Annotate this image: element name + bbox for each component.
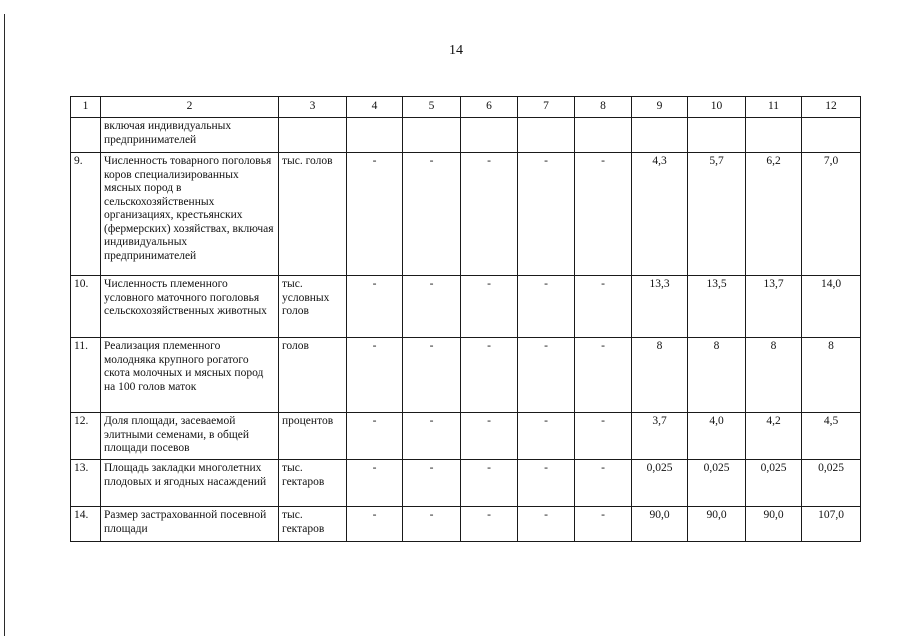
indicator-name-cell: Доля площади, засеваемой элитными семенами, в общей площади посевов	[101, 413, 279, 460]
column-header: 1	[71, 97, 101, 118]
value-cell: -	[347, 413, 403, 460]
value-cell: -	[575, 460, 632, 507]
value-cell: 4,5	[802, 413, 861, 460]
value-cell: -	[518, 413, 575, 460]
row-number-cell: 14.	[71, 507, 101, 542]
value-cell: -	[461, 153, 518, 276]
value-cell: 107,0	[802, 507, 861, 542]
value-cell: 0,025	[746, 460, 802, 507]
column-header: 3	[279, 97, 347, 118]
page-number: 14	[449, 43, 463, 58]
value-cell: -	[518, 276, 575, 338]
row-number-cell	[71, 118, 101, 153]
indicator-name-cell: Площадь закладки многолетних плодовых и ягодных насаждений	[101, 460, 279, 507]
value-cell: 13,7	[746, 276, 802, 338]
table-row	[71, 460, 861, 507]
unit-cell: тыс. условных голов	[279, 276, 347, 338]
value-cell: 5,7	[688, 153, 746, 276]
value-cell: 4,0	[688, 413, 746, 460]
value-cell: 7,0	[802, 153, 861, 276]
value-cell: -	[461, 507, 518, 542]
column-header: 4	[347, 97, 403, 118]
indicator-name-cell: Численность товарного поголовья коров специализированных мясных пород в сельскохозяйственных организациях, крестьянских (фермерских) хозяйствах, включая индивидуальных предпринимателей	[101, 153, 279, 276]
value-cell: -	[347, 507, 403, 542]
value-cell: -	[347, 460, 403, 507]
value-cell: 8	[632, 338, 688, 413]
unit-cell: тыс. гектаров	[279, 460, 347, 507]
table-row	[71, 338, 861, 413]
value-cell: -	[403, 413, 461, 460]
value-cell: -	[403, 507, 461, 542]
table-row	[71, 413, 861, 460]
value-cell: 90,0	[746, 507, 802, 542]
value-cell	[746, 118, 802, 153]
value-cell	[347, 118, 403, 153]
value-cell: 8	[746, 338, 802, 413]
column-header: 5	[403, 97, 461, 118]
value-cell	[461, 118, 518, 153]
unit-cell: тыс. гектаров	[279, 507, 347, 542]
value-cell: 0,025	[632, 460, 688, 507]
value-cell: 0,025	[802, 460, 861, 507]
value-cell: -	[518, 153, 575, 276]
value-cell: 13,5	[688, 276, 746, 338]
value-cell: 8	[802, 338, 861, 413]
column-header: 10	[688, 97, 746, 118]
row-number-cell: 11.	[71, 338, 101, 413]
table-header-row	[71, 97, 861, 118]
row-number-cell: 13.	[71, 460, 101, 507]
value-cell: -	[518, 338, 575, 413]
value-cell	[632, 118, 688, 153]
value-cell: -	[403, 460, 461, 507]
column-header: 6	[461, 97, 518, 118]
value-cell: 13,3	[632, 276, 688, 338]
value-cell: 0,025	[688, 460, 746, 507]
unit-cell: тыс. голов	[279, 153, 347, 276]
value-cell: -	[461, 276, 518, 338]
table-row	[71, 276, 861, 338]
value-cell	[575, 118, 632, 153]
value-cell: -	[575, 276, 632, 338]
unit-cell: голов	[279, 338, 347, 413]
value-cell: -	[575, 507, 632, 542]
value-cell	[403, 118, 461, 153]
value-cell: -	[403, 153, 461, 276]
value-cell: -	[347, 153, 403, 276]
value-cell: -	[461, 413, 518, 460]
table-row-continuation	[71, 118, 861, 153]
row-number-cell: 9.	[71, 153, 101, 276]
value-cell: -	[575, 153, 632, 276]
value-cell: -	[403, 338, 461, 413]
value-cell: 90,0	[632, 507, 688, 542]
column-header: 12	[802, 97, 861, 118]
column-header: 7	[518, 97, 575, 118]
value-cell: 4,2	[746, 413, 802, 460]
value-cell: 6,2	[746, 153, 802, 276]
column-header: 11	[746, 97, 802, 118]
column-header: 8	[575, 97, 632, 118]
unit-cell	[279, 118, 347, 153]
value-cell: -	[575, 338, 632, 413]
value-cell	[688, 118, 746, 153]
value-cell: 3,7	[632, 413, 688, 460]
column-header: 2	[101, 97, 279, 118]
value-cell: -	[461, 460, 518, 507]
value-cell: -	[518, 460, 575, 507]
row-number-cell: 10.	[71, 276, 101, 338]
column-header: 9	[632, 97, 688, 118]
value-cell: -	[461, 338, 518, 413]
value-cell: 90,0	[688, 507, 746, 542]
value-cell: 14,0	[802, 276, 861, 338]
indicator-name-cell: Численность племенного условного маточного поголовья сельскохозяйственных животных	[101, 276, 279, 338]
value-cell: 4,3	[632, 153, 688, 276]
value-cell	[518, 118, 575, 153]
indicator-name-cell: Реализация племенного молодняка крупного рогатого скота молочных и мясных пород на 100 голов маток	[101, 338, 279, 413]
indicator-name-cell: Размер застрахованной посевной площади	[101, 507, 279, 542]
unit-cell: процентов	[279, 413, 347, 460]
value-cell: -	[575, 413, 632, 460]
table-row	[71, 153, 861, 276]
value-cell: 8	[688, 338, 746, 413]
page-left-border-line	[4, 14, 5, 636]
value-cell	[802, 118, 861, 153]
row-number-cell: 12.	[71, 413, 101, 460]
table-row	[71, 507, 861, 542]
indicator-name-cell: включая индивидуальных предпринимателей	[101, 118, 279, 153]
indicators-table	[70, 96, 861, 542]
value-cell: -	[403, 276, 461, 338]
value-cell: -	[347, 338, 403, 413]
value-cell: -	[518, 507, 575, 542]
value-cell: -	[347, 276, 403, 338]
